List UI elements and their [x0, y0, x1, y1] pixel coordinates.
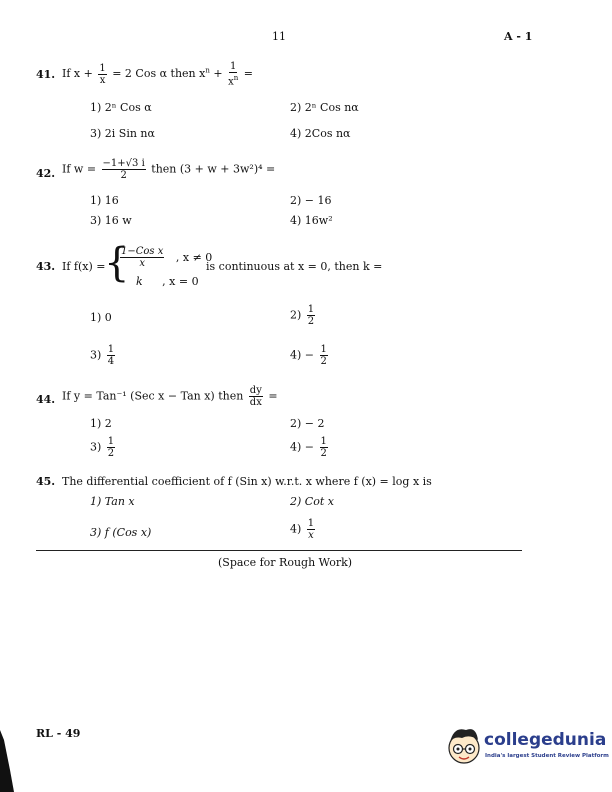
option-2: 2) 2ⁿ Cos nα — [290, 101, 359, 114]
divider — [36, 550, 522, 551]
option-1: 1) 0 — [90, 311, 112, 324]
option-4: 4) − $\frac{1}{2}$ — [290, 344, 327, 367]
paper-code: A - 1 — [504, 30, 533, 43]
question-stem-tail: is continuous at x = 0, then k = — [206, 260, 383, 273]
option-3: 3) $\frac{1}{4}$ — [90, 344, 115, 367]
option-2: 2) $\frac{1}{2}$ — [290, 304, 315, 327]
question-number: 41. — [36, 68, 56, 81]
question-stem: If y = Tan⁻¹ (Sec x − Tan x) then $\frac{dy}{dx}$ = — [62, 385, 278, 408]
option-4: 4) 2Cos nα — [290, 127, 351, 140]
option-1: 1) 2 — [90, 417, 112, 430]
page-number: 11 — [272, 30, 286, 43]
footer-code: RL - 49 — [36, 727, 81, 740]
brand-name: collegedunia — [484, 730, 607, 750]
option-2: 2) Cot x — [290, 495, 334, 508]
option-3: 3) f (Cos x) — [90, 526, 152, 539]
option-3: 3) $\frac{1}{2}$ — [90, 436, 115, 459]
option-1: 1) 2ⁿ Cos α — [90, 101, 152, 114]
brand-tagline: India's largest Student Review Platform — [485, 753, 609, 759]
option-3: 3) 16 w — [90, 214, 132, 227]
question-stem: The differential coefficient of f (Sin x) w.r.t. x where f (x) = log x is — [62, 475, 432, 488]
mascot-icon — [444, 722, 484, 768]
option-2: 2) − 2 — [290, 417, 325, 430]
option-1: 1) Tan x — [90, 495, 135, 508]
option-2: 2) − 16 — [290, 194, 332, 207]
collegedunia-logo — [444, 722, 609, 772]
question-stem-lead: If f(x) = — [62, 260, 106, 273]
question-number: 43. — [36, 260, 56, 273]
question-stem: If w = $\frac{-1+√3 i}{2}$ then (3 + w + 3w²)⁴ = — [62, 158, 276, 181]
question-number: 42. — [36, 167, 56, 180]
option-4: 4) $\frac{1}{x}$ — [290, 518, 315, 541]
option-1: 1) 16 — [90, 194, 119, 207]
question-number: 45. — [36, 475, 56, 488]
brace: { — [104, 240, 130, 286]
option-4: 4) − $\frac{1}{2}$ — [290, 436, 327, 459]
question-stem: If x + $\frac{1}{x}$ = 2 Cos α then $x^n$ + $\frac{1}{x^n}$ = — [62, 61, 253, 88]
case-1: $\frac{\text{1−Cos x}}{x}$ , x ≠ 0 — [121, 246, 213, 269]
scan-edge-mark — [0, 730, 14, 792]
case-2: k , x = 0 — [136, 275, 199, 288]
option-4: 4) 16w² — [290, 214, 333, 227]
rough-work-label: (Space for Rough Work) — [218, 556, 353, 569]
question-number: 44. — [36, 393, 56, 406]
option-3: 3) 2i Sin nα — [90, 127, 155, 140]
